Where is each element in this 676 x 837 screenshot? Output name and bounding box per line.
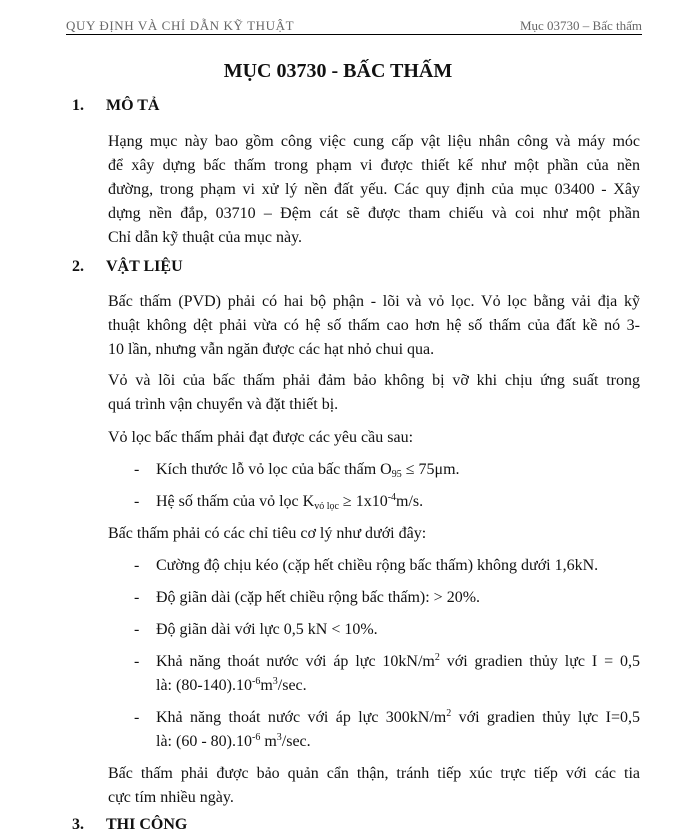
text-line: Chỉ dẫn kỹ thuật của mục này. — [108, 229, 303, 246]
text-run: với gradien thủy lực I=0,5 — [451, 709, 640, 726]
text-line — [156, 650, 640, 674]
section-number: 3. — [72, 816, 84, 833]
section-number: 2. — [72, 258, 84, 275]
text-line — [156, 706, 640, 730]
text-run: m/s. — [396, 493, 424, 510]
superscript: -6 — [251, 676, 261, 687]
paragraph-filter-intro: Vỏ lọc bấc thấm phải đạt được các yêu cầu sau: — [108, 429, 414, 446]
paragraph-mo-ta — [108, 130, 640, 250]
subscript: 95 — [391, 469, 402, 480]
text-run: Khả năng thoát nước với áp lực 300kN/m — [156, 709, 447, 726]
list-item-elongation: Độ giãn dài (cặp hết chiều rộng bấc thấm): > 20%. — [156, 589, 481, 606]
text-line — [156, 730, 640, 754]
text-line: quá trình vận chuyển và đặt thiết bị. — [108, 396, 339, 413]
text-run: ≤ 75μm. — [401, 461, 460, 478]
page-header — [66, 18, 642, 35]
text-run: với gradien thủy lực I = 0,5 — [439, 653, 640, 670]
list-item-filter-permeability — [156, 490, 640, 514]
header-document-title: QUY ĐỊNH VÀ CHỈ DẪN KỸ THUẬT — [66, 18, 295, 33]
bullet-dash: - — [134, 621, 140, 638]
text-run: /sec. — [281, 733, 311, 750]
text-run: Hệ số thấm của vỏ lọc K — [156, 493, 315, 510]
paragraph-mech-intro: Bấc thấm phải có các chỉ tiêu cơ lý như dưới đây: — [108, 525, 427, 542]
superscript: 2 — [446, 708, 452, 719]
text-line: 10 lần, nhưng vẫn ngăn được các hạt nhỏ chui qua. — [108, 341, 435, 358]
bullet-dash: - — [134, 557, 140, 574]
section-heading-3 — [72, 816, 187, 834]
section-title: MÔ TẢ — [106, 97, 160, 114]
list-item-discharge-300kn — [156, 706, 640, 754]
text-run: Khả năng thoát nước với áp lực 10kN/m — [156, 653, 435, 670]
paragraph-vat-lieu-1 — [108, 290, 640, 362]
text-line: thuật không dệt phải vừa có hệ số thấm cao hơn hệ số thấm của đất kề nó 3- — [108, 317, 640, 334]
list-item-elongation-load: Độ giãn dài với lực 0,5 kN < 10%. — [156, 621, 378, 638]
header-section-ref: Mục 03730 – Bấc thấm — [519, 18, 642, 33]
text-run: là: (60 - 80).10 — [156, 733, 252, 750]
section-number: 1. — [72, 97, 84, 114]
text-line: Vỏ và lõi của bấc thấm phải đảm bảo không bị vỡ khi chịu ứng suất trong — [108, 372, 640, 389]
bullet-dash: - — [134, 461, 140, 478]
subscript: vỏ lọc — [314, 501, 339, 512]
superscript: -6 — [251, 732, 261, 743]
superscript: 3 — [276, 732, 282, 743]
text-line: Bấc thấm phải được bảo quản cẩn thận, tránh tiếp xúc trực tiếp với các tia — [108, 765, 640, 782]
text-run: là: (80-140).10 — [156, 677, 252, 694]
text-run: m — [260, 677, 273, 694]
text-line: để xây dựng bấc thấm trong phạm vi được thiết kế như một phần của nền — [108, 157, 640, 174]
paragraph-vat-lieu-2 — [108, 369, 640, 417]
bullet-dash: - — [134, 709, 140, 726]
section-heading-1 — [72, 97, 159, 115]
text-run: /sec. — [277, 677, 307, 694]
list-item-filter-pore — [156, 458, 640, 482]
text-line: đường, trong phạm vi xử lý nền đất yếu. Các quy định của mục 03400 - Xây — [108, 181, 640, 198]
superscript: 3 — [272, 676, 278, 687]
list-item-tensile-strength: Cường độ chịu kéo (cặp hết chiều rộng bấc thấm) không dưới 1,6kN. — [156, 557, 599, 574]
text-run: Kích thước lỗ vỏ lọc của bấc thấm O — [156, 461, 392, 478]
bullet-dash: - — [134, 653, 140, 670]
section-title: THI CÔNG — [106, 816, 188, 833]
list-item-discharge-10kn — [156, 650, 640, 698]
section-title: VẬT LIỆU — [106, 258, 183, 275]
text-line: dựng nền đắp, 03710 – Đệm cát sẽ được tham chiếu và coi như một phần — [108, 205, 640, 222]
text-run: m — [260, 733, 277, 750]
page-title: MỤC 03730 - BẤC THẤM — [223, 60, 453, 82]
text-line: Hạng mục này bao gồm công việc cung cấp vật liệu nhân công và máy móc — [108, 133, 640, 150]
text-run: ≥ 1x10 — [338, 493, 388, 510]
text-line: cực tím nhiều ngày. — [108, 789, 234, 806]
superscript: 2 — [434, 652, 440, 663]
text-line — [156, 674, 640, 698]
section-heading-2 — [72, 258, 183, 276]
superscript: -4 — [387, 492, 397, 503]
bullet-dash: - — [134, 589, 140, 606]
text-line: Bấc thấm (PVD) phải có hai bộ phận - lõi và vỏ lọc. Vỏ lọc bằng vải địa kỹ — [108, 293, 640, 310]
bullet-dash: - — [134, 493, 140, 510]
paragraph-storage — [108, 762, 640, 810]
